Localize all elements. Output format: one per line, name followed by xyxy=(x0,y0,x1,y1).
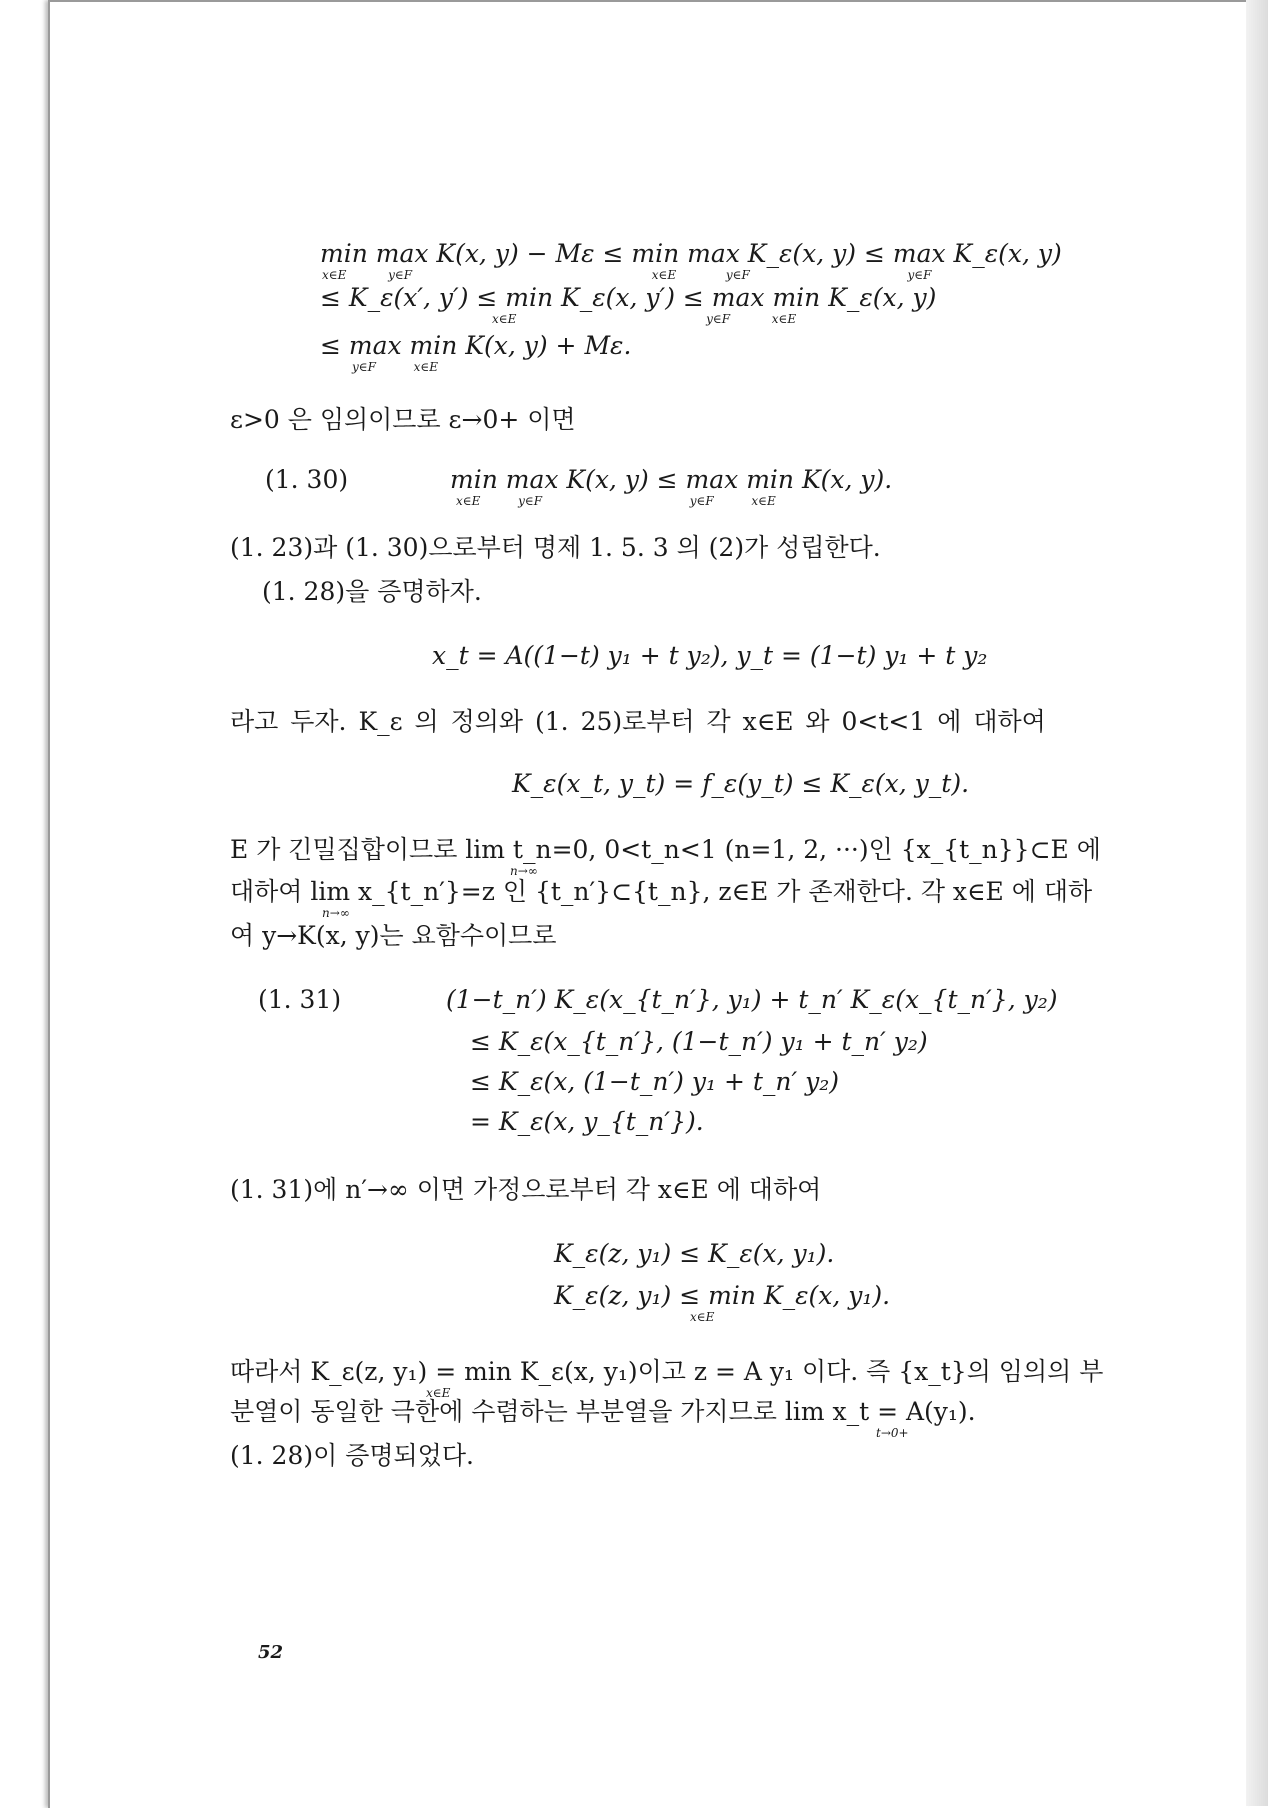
eq-block-1-line-1: min max K(x, y) − Mε ≤ min max K_ε(x, y) ≤ max K_ε(x, y) xyxy=(320,239,1062,268)
page-number: 52 xyxy=(258,1642,284,1663)
paragraph-line: (1. 28)이 증명되었다. xyxy=(230,1441,474,1470)
paragraph-line: 여 y→K(x, y)는 요함수이므로 xyxy=(230,921,557,950)
equation-1-30: min max K(x, y) ≤ max min K(x, y). xyxy=(450,465,893,494)
paragraph-line: E 가 긴밀집합이므로 lim t_n=0, 0<t_n<1 (n=1, 2, ···)인 {x_{t_n}}⊂E 에 xyxy=(230,835,1101,864)
eq-block-1-line-1-subscripts xyxy=(322,268,931,282)
paragraph-line: ε>0 은 임의이므로 ε→0+ 이면 xyxy=(230,405,576,434)
eq-block-1-line-2: ≤ K_ε(x′, y′) ≤ min K_ε(x, y′) ≤ max min K_ε(x, y) xyxy=(320,283,937,312)
equation-xt: x_t = A((1−t) y₁ + t y₂), y_t = (1−t) y₁ + t y₂ xyxy=(432,641,988,670)
subscript: x∈E xyxy=(751,494,776,508)
paragraph-line: (1. 28)을 증명하자. xyxy=(262,577,482,606)
subscript: y∈F xyxy=(388,268,413,282)
lim-subscript: t→0+ xyxy=(876,1426,909,1440)
equation-z-2: K_ε(z, y₁) ≤ min K_ε(x, y₁). xyxy=(554,1281,891,1310)
min-subscript: x∈E xyxy=(426,1386,451,1400)
subscript: y∈F xyxy=(907,268,932,282)
subscript: x∈E xyxy=(413,360,439,374)
min-subscript: x∈E xyxy=(690,1310,715,1324)
subscript: x∈E xyxy=(492,312,517,326)
paragraph-line: 대하여 lim x_{t_n′}=z 인 {t_n′}⊂{t_n}, z∈E 가 존재한다. 각 x∈E 에 대하 xyxy=(230,877,1093,906)
eq-block-1-line-3-subscripts xyxy=(352,360,438,374)
paragraph-line: 따라서 K_ε(z, y₁) = min K_ε(x, y₁)이고 z = A y₁ 이다. 즉 {x_t}의 임의의 부 xyxy=(230,1357,1104,1386)
lim-subscript: n→∞ xyxy=(510,864,538,878)
equation-1-30-subscripts xyxy=(456,494,776,508)
paragraph-line: 분열이 동일한 극한에 수렴하는 부분열을 가지므로 lim x_t = A(y₁). xyxy=(230,1397,976,1426)
paragraph-line: (1. 31)에 n′→∞ 이면 가정으로부터 각 x∈E 에 대하여 xyxy=(230,1175,822,1204)
equation-1-31-line-1: (1−t_n′) K_ε(x_{t_n′}, y₁) + t_n′ K_ε(x_{t_n′}, y₂) xyxy=(446,985,1058,1014)
equation-z-1: K_ε(z, y₁) ≤ K_ε(x, y₁). xyxy=(554,1239,835,1268)
paragraph-line: 라고 두자. K_ε 의 정의와 (1. 25)로부터 각 x∈E 와 0<t<1 에 대하여 xyxy=(230,707,1046,736)
subscript: y∈F xyxy=(725,268,750,282)
subscript: y∈F xyxy=(689,494,714,508)
subscript: y∈F xyxy=(706,312,731,326)
eq-block-1-line-2-subscripts xyxy=(492,312,796,326)
page-right-edge xyxy=(1246,0,1268,1806)
equation-number: (1. 31) xyxy=(258,985,342,1014)
equation-1-31-line-3: ≤ K_ε(x, (1−t_n′) y₁ + t_n′ y₂) xyxy=(470,1067,840,1096)
paragraph-line: (1. 23)과 (1. 30)으로부터 명제 1. 5. 3 의 (2)가 성립한다. xyxy=(230,533,881,562)
subscript: x∈E xyxy=(322,268,347,282)
subscript: y∈F xyxy=(518,494,543,508)
lim-subscript: n→∞ xyxy=(322,906,350,920)
subscript: y∈F xyxy=(352,360,376,374)
subscript: x∈E xyxy=(771,312,797,326)
eq-block-1-line-3: ≤ max min K(x, y) + Mε. xyxy=(320,331,632,360)
equation-1-31-line-4: = K_ε(x, y_{t_n′}). xyxy=(470,1107,704,1136)
subscript: x∈E xyxy=(651,268,677,282)
equation-k: K_ε(x_t, y_t) = f_ε(y_t) ≤ K_ε(x, y_t). xyxy=(512,769,970,798)
subscript: x∈E xyxy=(456,494,481,508)
equation-number: (1. 30) xyxy=(265,465,349,494)
equation-1-31-line-2: ≤ K_ε(x_{t_n′}, (1−t_n′) y₁ + t_n′ y₂) xyxy=(470,1027,928,1056)
